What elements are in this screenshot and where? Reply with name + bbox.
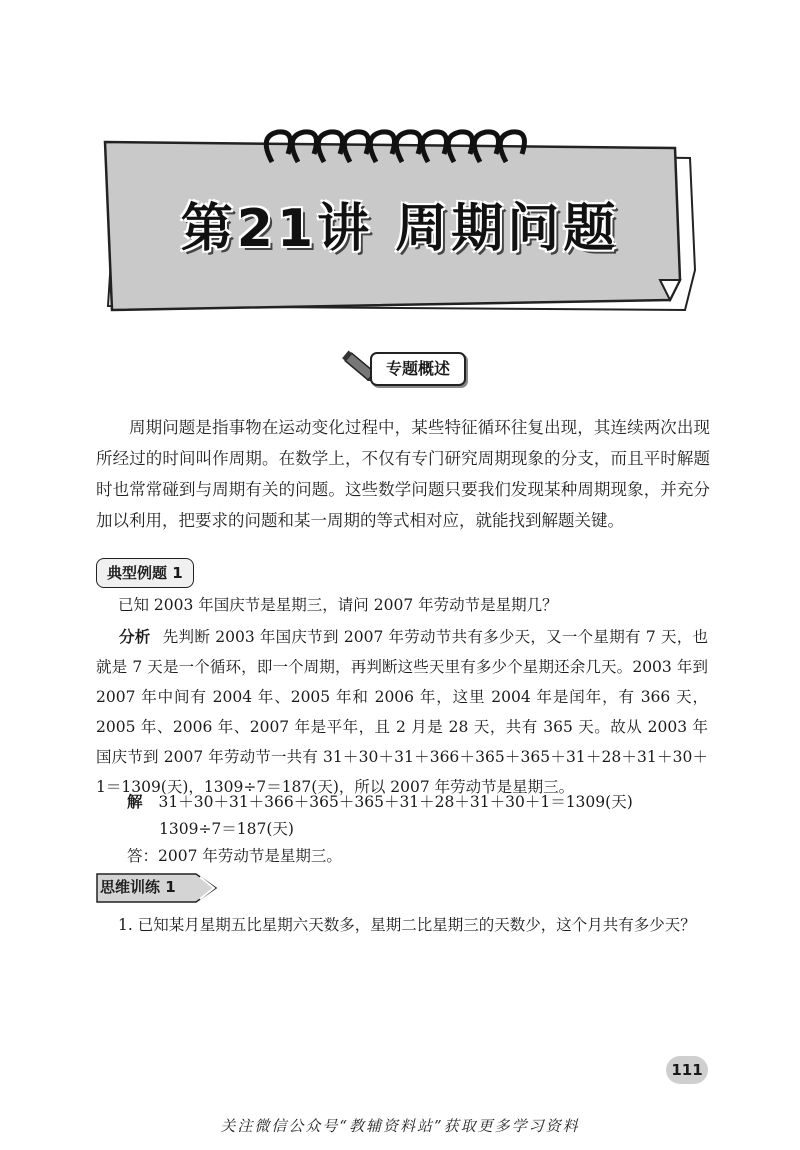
topic-overview-label: 专题概述 [370, 352, 466, 386]
footer-note: 关注微信公众号“教辅资料站”获取更多学习资料 [220, 1117, 580, 1135]
exercise-question: 1. 已知某月星期五比星期六天数多，星期二比星期三的天数少，这个月共有多少天？ [118, 916, 696, 934]
example-answer: 答：2007 年劳动节是星期三。 [127, 847, 342, 865]
analysis-label: 分析 [119, 627, 151, 646]
intro-paragraph: 周期问题是指事物在运动变化过程中，某些特征循环往复出现，其连续两次出现所经过的时间叫作周期。在数学上，不仅有专门研究周期现象的分支，而且平时解题时也常常碰到与周期有关的问题。这些数学问题只要我们发现某种周期现象，并充分加以利用，把要求的问题和某一周期的等式相对应，就能找到解题关键。 [96, 418, 710, 530]
page-number: 111 [666, 1056, 708, 1084]
solution-equation-2: 1309÷7＝187(天) [159, 820, 294, 838]
example-question: 已知 2003 年国庆节是星期三，请问 2007 年劳动节是星期几？ [118, 596, 558, 614]
solution-line-1 [127, 787, 633, 817]
analysis-text: 先判断 2003 年国庆节到 2007 年劳动节共有多少天，又一个星期有 7 天，也就是 7 天是一个循环，即一个周期，再判断这些天里有多少个星期还余几天。2003 年到 2007 年中间有 2004 年、2005 年和 2006 年，这里 2004 年是闰年，有 366 天，2005 年、2006 年、2007 年是平年，且 2 月是 28 天，共有 365 天。故从 2003 年国庆节到 2007 年劳动节一共有 31＋30＋31＋366＋365＋365＋31＋28＋31＋30＋1＝1309(天)，1309÷7＝187(天)，所以 2007 年劳动节是星期三。 [96, 628, 708, 796]
training-label: 思维训练 1 [100, 878, 176, 896]
example-label: 典型例题 1 [96, 558, 194, 588]
example-analysis [96, 622, 708, 802]
solution-equation-1: 31＋30＋31＋366＋365＋365＋31＋28＋31＋30＋1＝1309(天) [158, 793, 633, 811]
solution-label: 解 [127, 792, 143, 811]
lecture-title: 第21讲 周期问题 [180, 199, 620, 259]
